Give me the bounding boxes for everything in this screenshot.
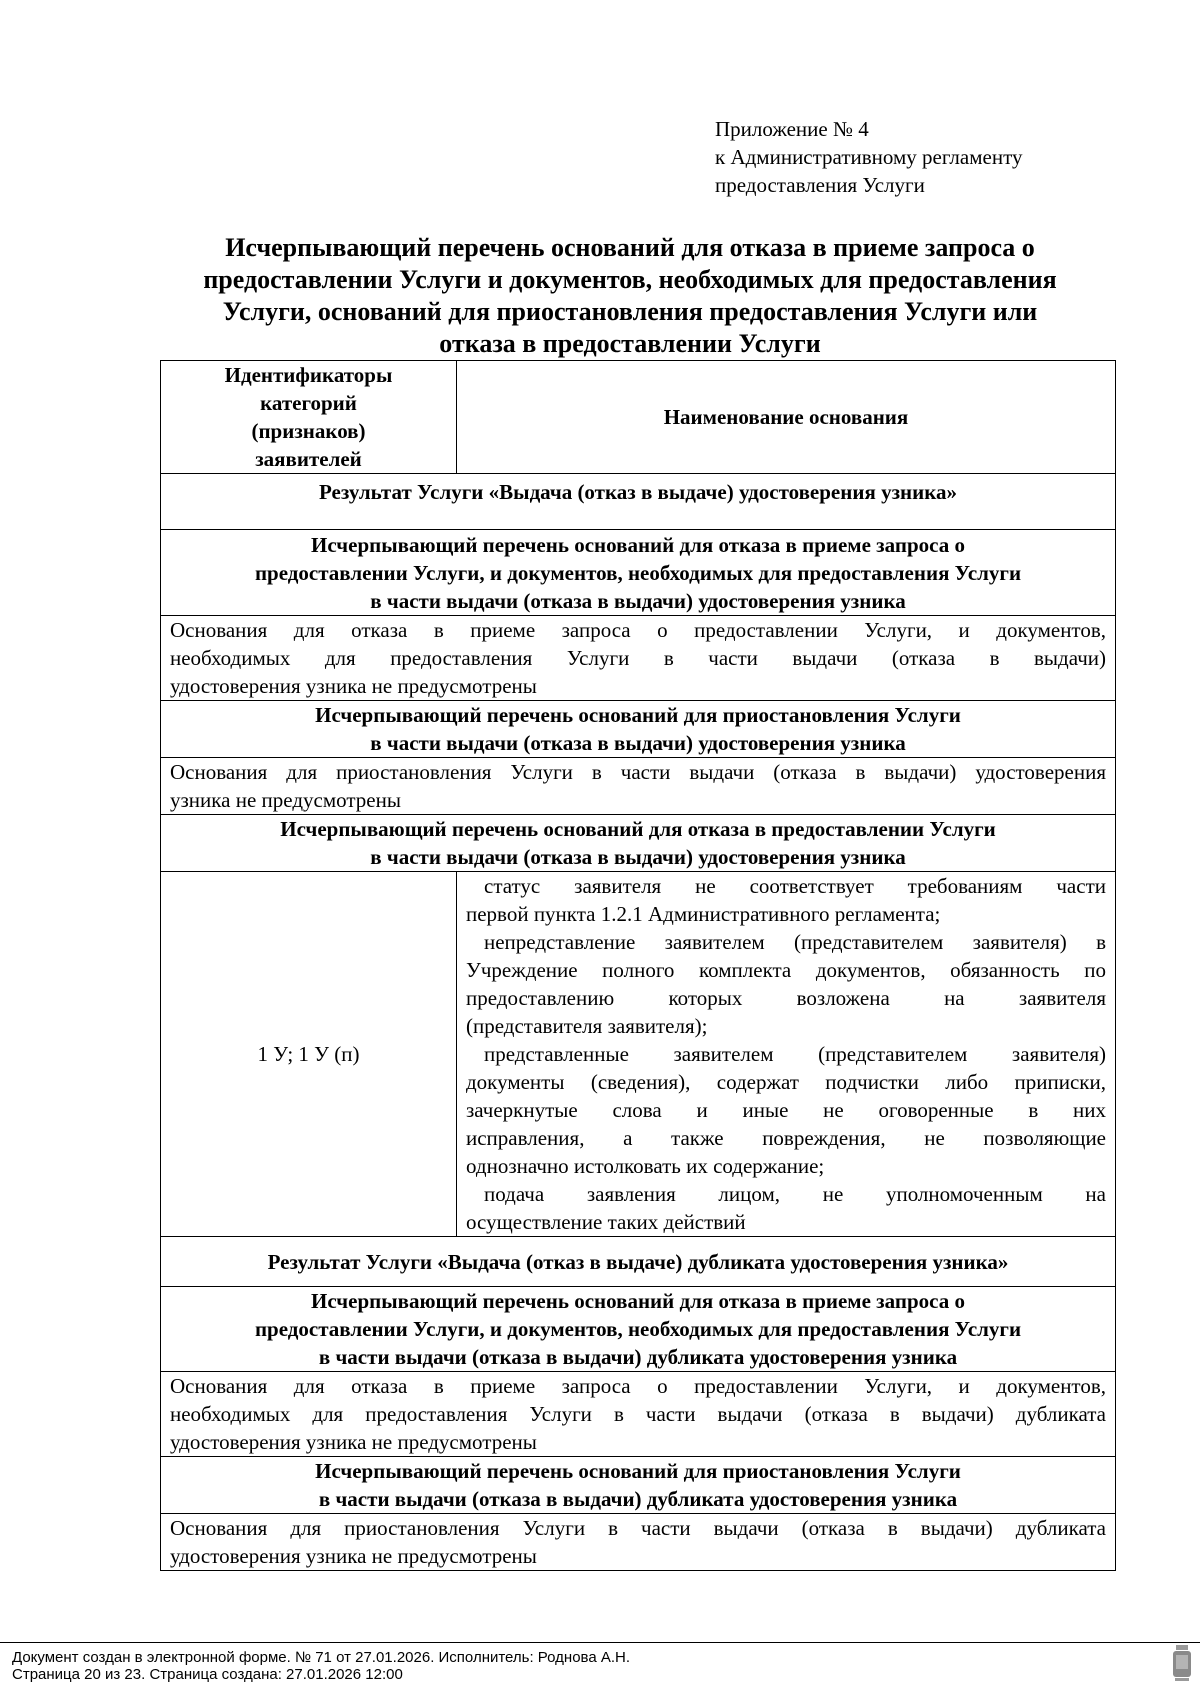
table-header-row <box>161 361 1116 474</box>
result-title <box>161 474 1116 530</box>
result-title <box>161 1237 1116 1287</box>
section-title-line: Исчерпывающий перечень оснований для отказа в приеме запроса о <box>311 1289 965 1313</box>
reason-line: зачеркнутые слова и иные не оговоренные в них <box>466 1098 1106 1122</box>
reason-line: непредставление заявителем (представителем заявителя) в <box>484 930 1106 954</box>
section-title <box>161 530 1116 616</box>
text-line: Основания для отказа в приеме запроса о предоставлении Услуги, и документов, <box>170 1374 1106 1398</box>
section-title-line: Исчерпывающий перечень оснований для отказа в предоставлении Услуги <box>280 817 996 841</box>
header-identifiers: Идентификаторы категорий (признаков) заявителей <box>161 361 457 474</box>
section-title-line: в части выдачи (отказа в выдачи) удостоверения узника <box>370 845 906 869</box>
document-footer <box>0 1642 1200 1683</box>
annex-line: к Административному регламенту <box>715 145 1023 169</box>
section-title-line: Исчерпывающий перечень оснований для приостановления Услуги <box>315 703 961 727</box>
reason-line: осуществление таких действий <box>466 1210 746 1234</box>
identifier-cell: 1 У; 1 У (п) <box>161 872 457 1237</box>
section-title-line: предоставлении Услуги, и документов, необходимых для предоставления Услуги <box>254 1317 1022 1341</box>
table-row <box>161 815 1116 872</box>
title-line: отказа в предоставлении Услуги <box>439 329 821 358</box>
footer-line: Страница 20 из 23. Страница создана: 27.01.2026 12:00 <box>12 1666 403 1683</box>
document-title <box>150 232 1110 360</box>
grounds-table <box>160 360 1116 1571</box>
text-line: удостоверения узника не предусмотрены <box>170 1544 537 1568</box>
table-row <box>161 872 1116 1237</box>
annex-header <box>715 115 1155 199</box>
table-row <box>161 1237 1116 1287</box>
section-text <box>161 1372 1116 1457</box>
emblem-icon <box>1170 1643 1194 1683</box>
annex-line: предоставления Услуги <box>715 173 925 197</box>
section-title <box>161 701 1116 758</box>
table-row <box>161 1372 1116 1457</box>
reason-line: Учреждение полного комплекта документов, обязанность по <box>466 958 1106 982</box>
section-title <box>161 815 1116 872</box>
section-title-line: Исчерпывающий перечень оснований для приостановления Услуги <box>315 1459 961 1483</box>
title-line: Услуги, оснований для приостановления предоставления Услуги или <box>222 297 1038 326</box>
footer-line: Документ создан в электронной форме. № 71 от 27.01.2026. Исполнитель: Роднова А.Н. <box>12 1649 631 1666</box>
table-row <box>161 701 1116 758</box>
refusal-reasons-cell <box>457 872 1116 1237</box>
header-ground-name: Наименование основания <box>457 361 1116 474</box>
section-title-line: в части выдачи (отказа в выдачи) удостоверения узника <box>370 588 906 613</box>
section-title <box>161 1457 1116 1514</box>
result-title-text: Результат Услуги «Выдача (отказ в выдаче) удостоверения узника» <box>319 479 957 504</box>
section-title-line: в части выдачи (отказа в выдачи) дубликата удостоверения узника <box>318 1345 958 1369</box>
text-line: удостоверения узника не предусмотрены <box>170 1430 537 1454</box>
text-line: Основания для отказа в приеме запроса о предоставлении Услуги, и документов, <box>170 618 1106 642</box>
text-line: Основания для приостановления Услуги в части выдачи (отказа в выдачи) дубликата <box>170 1516 1106 1540</box>
reason-line: подача заявления лицом, не уполномоченным на <box>484 1182 1106 1206</box>
text-line: узника не предусмотрены <box>170 788 401 812</box>
reason-line: первой пункта 1.2.1 Административного регламента; <box>466 902 941 926</box>
text-line: необходимых для предоставления Услуги в части выдачи (отказа в выдачи) <box>170 646 1106 670</box>
table-row <box>161 474 1116 530</box>
table-row <box>161 1457 1116 1514</box>
section-text <box>161 616 1116 701</box>
reason-line: статус заявителя не соответствует требованиям части <box>484 874 1106 898</box>
table-row <box>161 758 1116 815</box>
text-line: удостоверения узника не предусмотрены <box>170 674 537 698</box>
table-row <box>161 530 1116 616</box>
reason-line: исправления, а также повреждения, не позволяющие <box>466 1126 1106 1150</box>
section-title-line: в части выдачи (отказа в выдачи) удостоверения узника <box>370 731 906 755</box>
text-line: необходимых для предоставления Услуги в части выдачи (отказа в выдачи) дубликата <box>170 1402 1106 1426</box>
title-line: предоставлении Услуги и документов, необходимых для предоставления <box>203 265 1057 294</box>
reason-line: документы (сведения), содержат подчистки либо приписки, <box>466 1070 1106 1094</box>
annex-line: Приложение № 4 <box>715 117 869 141</box>
section-title-line: предоставлении Услуги, и документов, необходимых для предоставления Услуги <box>254 560 1022 585</box>
reason-line: (представителя заявителя); <box>466 1014 708 1038</box>
section-title-line: в части выдачи (отказа в выдачи) дубликата удостоверения узника <box>318 1487 958 1511</box>
reason-line: предоставлению которых возложена на заявителя <box>466 986 1106 1010</box>
table-row <box>161 1514 1116 1571</box>
table-row <box>161 616 1116 701</box>
table-row <box>161 1287 1116 1372</box>
result-title-text: Результат Услуги «Выдача (отказ в выдаче) дубликата удостоверения узника» <box>267 1249 1009 1274</box>
reason-line: однозначно истолковать их содержание; <box>466 1154 825 1178</box>
section-text <box>161 758 1116 815</box>
reason-line: представленные заявителем (представителем заявителя) <box>484 1042 1106 1066</box>
text-line: Основания для приостановления Услуги в части выдачи (отказа в выдачи) удостоверения <box>170 760 1106 784</box>
title-line: Исчерпывающий перечень оснований для отказа в приеме запроса о <box>225 233 1035 262</box>
section-title-line: Исчерпывающий перечень оснований для отказа в приеме запроса о <box>311 532 965 557</box>
section-title <box>161 1287 1116 1372</box>
section-text <box>161 1514 1116 1571</box>
